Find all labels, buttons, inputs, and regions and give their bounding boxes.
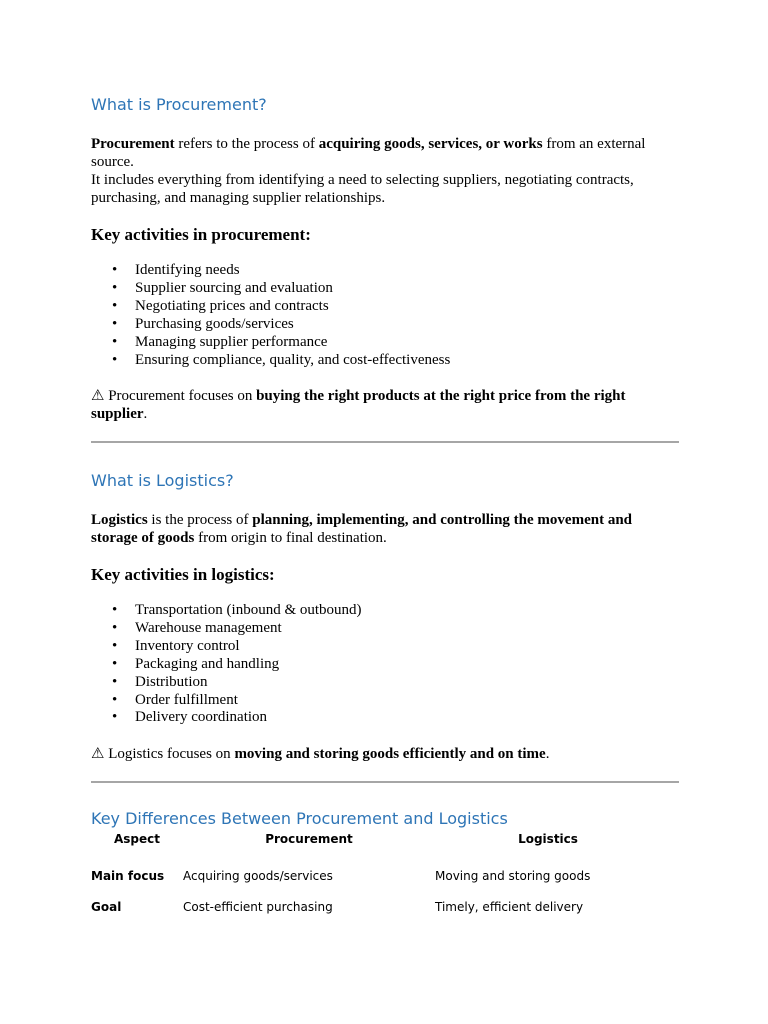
logistics-focus-note (91, 745, 679, 763)
procurement-focus-suffix: . (143, 406, 148, 422)
table-header-row (91, 832, 661, 852)
comparison-table (91, 832, 661, 914)
column-header-logistics: Logistics (518, 832, 578, 846)
procurement-term: Procurement (91, 136, 175, 152)
procurement-intro (91, 135, 679, 171)
logistics-focus-suffix: . (545, 746, 550, 762)
list-item: • Warehouse management (135, 620, 362, 638)
logistics-heading: What is Logistics? (91, 471, 234, 490)
procurement-focus-prefix: ⚠ Procurement focuses on (91, 388, 257, 404)
logistics-intro-bold: planning, implementing, and controlling the movement and storage of goods (91, 512, 633, 546)
logistics-activities-heading: Key activities in logistics: (91, 565, 275, 584)
differences-heading: Key Differences Between Procurement and Logistics (91, 809, 508, 828)
table-cell: Moving and storing goods (435, 869, 591, 883)
list-item: • Managing supplier performance (135, 334, 450, 352)
procurement-focus-note (91, 387, 679, 423)
section-divider (91, 781, 679, 783)
table-row (91, 852, 661, 883)
column-header-aspect: Aspect (113, 832, 160, 846)
logistics-intro-text2: from origin to final destination. (194, 530, 387, 546)
procurement-heading: What is Procurement? (91, 95, 267, 114)
table-cell: Main focus (91, 869, 165, 883)
logistics-activities-list (91, 602, 362, 727)
table-cell: Acquiring goods/services (183, 869, 333, 883)
table-cell: Timely, efficient delivery (435, 900, 584, 914)
logistics-intro (91, 511, 679, 547)
table-cell: Cost-efficient purchasing (183, 900, 333, 914)
list-item: • Identifying needs (135, 262, 450, 280)
procurement-intro-bold: acquiring goods, services, or works (318, 136, 543, 152)
list-item: • Delivery coordination (135, 709, 362, 727)
list-item: • Ensuring compliance, quality, and cost-effectiveness (135, 352, 450, 370)
table-row (91, 883, 661, 914)
list-item: • Supplier sourcing and evaluation (135, 280, 450, 298)
logistics-term: Logistics (91, 512, 148, 528)
procurement-activities-list (91, 262, 450, 369)
list-item: • Negotiating prices and contracts (135, 298, 450, 316)
list-item: • Order fulfillment (135, 692, 362, 710)
procurement-intro-text1: refers to the process of (174, 136, 319, 152)
list-item: • Distribution (135, 674, 362, 692)
list-item: • Packaging and handling (135, 656, 362, 674)
table-cell: Goal (91, 900, 122, 914)
procurement-intro2: It includes everything from identifying a need to selecting suppliers, negotiating contracts, purchasing, and managing supplier relationships. (91, 172, 634, 206)
procurement-focus-bold: buying the right products at the right price from the right supplier (91, 388, 626, 422)
procurement-activities-heading: Key activities in procurement: (91, 225, 311, 244)
procurement-intro-text2: from an external source. (91, 136, 646, 170)
column-header-procurement: Procurement (265, 832, 353, 846)
logistics-focus-prefix: ⚠ Logistics focuses on (91, 746, 235, 762)
list-item: • Inventory control (135, 638, 362, 656)
list-item: • Transportation (inbound & outbound) (135, 602, 362, 620)
logistics-intro-text1: is the process of (147, 512, 253, 528)
logistics-focus-bold: moving and storing goods efficiently and on time (234, 746, 546, 762)
list-item: • Purchasing goods/services (135, 316, 450, 334)
section-divider (91, 441, 679, 443)
